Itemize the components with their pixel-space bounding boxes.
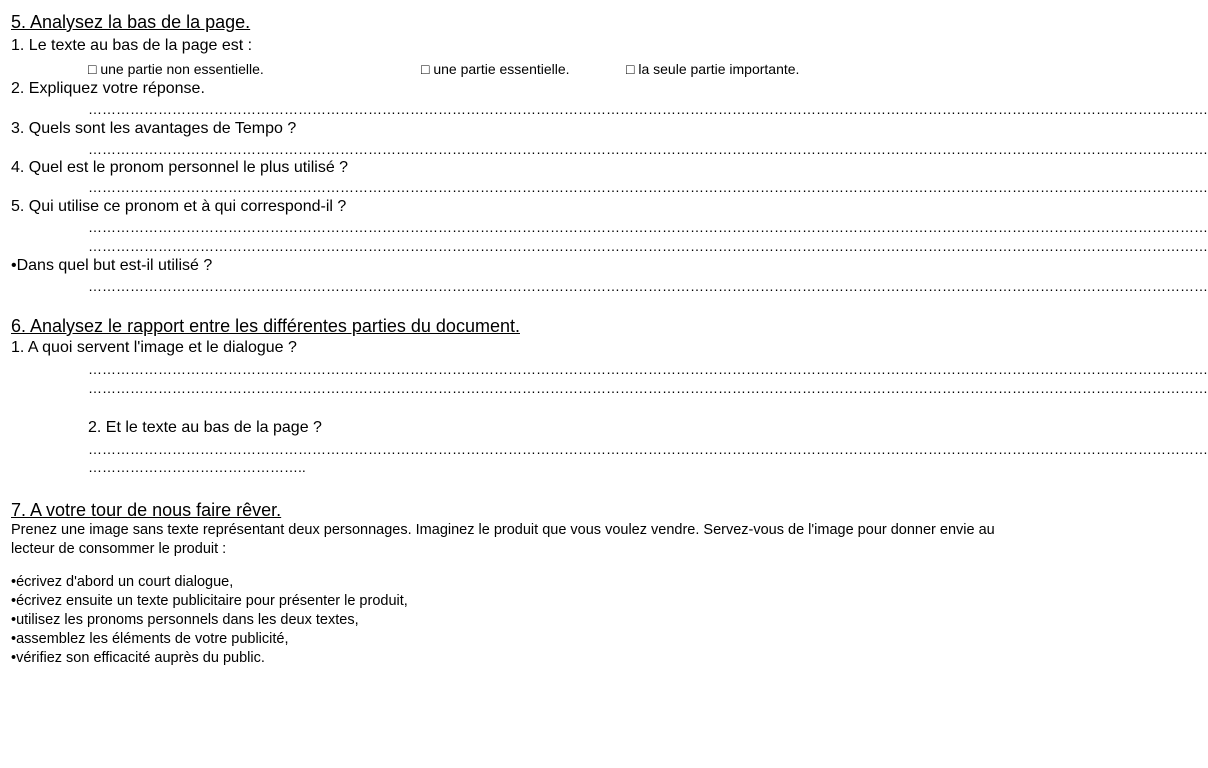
answer-line[interactable]: …………………………………………………………………………………………………………………………………………………………………………………………………………………… bbox=[88, 278, 1208, 294]
instruction-bullet: •vérifiez son efficacité auprès du public. bbox=[11, 650, 265, 666]
answer-line[interactable]: …………………………………………………………………………………………………………………………………………………………………………………………………………………… bbox=[88, 101, 1208, 117]
answer-line[interactable]: …………………………………………………………………………………………………………………………………………………………………………………………………………………… bbox=[88, 238, 1208, 254]
section-5-question-1: 1. Le texte au bas de la page est : bbox=[11, 37, 253, 54]
answer-line[interactable]: …………………………………………………………………………………………………………………………………………………………………………………………………………………… bbox=[88, 380, 1208, 396]
option-only-important[interactable]: □ la seule partie importante. bbox=[626, 61, 800, 77]
section-7-instructions: Prenez une image sans texte représentant deux personnages. Imaginez le produit que vous voulez vendre. Servez-vous de l'image pour donner envie au lecteur de consommer le produit : bbox=[11, 522, 995, 557]
answer-line[interactable]: …………………………………………………………………………………………………………………………………………………………………………………………………………………… bbox=[88, 441, 1208, 457]
section-5-question-4: 4. Quel est le pronom personnel le plus utilisé ? bbox=[11, 159, 349, 176]
answer-line-end[interactable]: ……………………………………….. bbox=[88, 459, 306, 475]
section-6-title: 6. Analysez le rapport entre les différentes parties du document. bbox=[11, 316, 520, 336]
answer-line[interactable]: …………………………………………………………………………………………………………………………………………………………………………………………………………………… bbox=[88, 219, 1208, 235]
section-5-question-2: 2. Expliquez votre réponse. bbox=[11, 80, 205, 97]
section-5-title: 5. Analysez la bas de la page. bbox=[11, 12, 251, 32]
section-6-question-1: 1. A quoi servent l'image et le dialogue ? bbox=[11, 339, 297, 356]
section-5-question-5: 5. Qui utilise ce pronom et à qui correspond-il ? bbox=[11, 198, 347, 215]
instruction-bullet: •utilisez les pronoms personnels dans les deux textes, bbox=[11, 612, 359, 628]
instruction-bullet: •assemblez les éléments de votre publicité, bbox=[11, 631, 289, 647]
instruction-bullet: •écrivez d'abord un court dialogue, bbox=[11, 574, 234, 590]
answer-line[interactable]: …………………………………………………………………………………………………………………………………………………………………………………………………………………… bbox=[88, 361, 1208, 377]
section-5-question-3: 3. Quels sont les avantages de Tempo ? bbox=[11, 120, 297, 137]
instruction-bullet: •écrivez ensuite un texte publicitaire pour présenter le produit, bbox=[11, 593, 408, 609]
section-7-title: 7. A votre tour de nous faire rêver. bbox=[11, 500, 282, 520]
option-non-essential[interactable]: □ une partie non essentielle. bbox=[88, 61, 264, 77]
section-6-question-2: 2. Et le texte au bas de la page ? bbox=[88, 419, 322, 436]
option-essential[interactable]: □ une partie essentielle. bbox=[421, 61, 570, 77]
section-5-question-6: •Dans quel but est-il utilisé ? bbox=[11, 257, 213, 274]
answer-line[interactable]: …………………………………………………………………………………………………………………………………………………………………………………………………………………… bbox=[88, 179, 1208, 195]
answer-line[interactable]: …………………………………………………………………………………………………………………………………………………………………………………………………………………… bbox=[88, 141, 1208, 157]
